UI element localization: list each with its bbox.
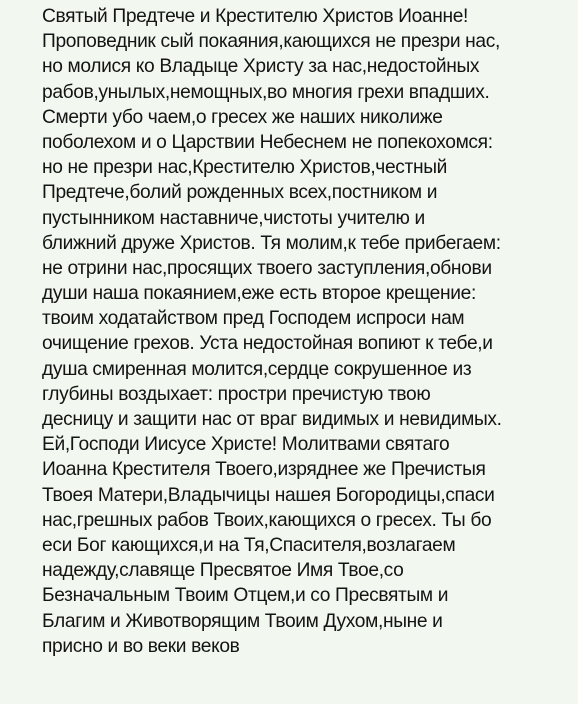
prayer-line: еси Бог кающихся,и на Тя,Спасителя,возлагаем bbox=[42, 534, 456, 556]
prayer-line: Святый Предтече и Крестителю Христов Иоанне! bbox=[42, 6, 469, 27]
prayer-line: Смерти убо чаем,о гресех же наших николиже bbox=[42, 106, 443, 128]
prayer-line: не отрини нас,просящих твоего заступления,обнови bbox=[42, 257, 492, 279]
prayer-line: присно и во веки веков bbox=[42, 635, 240, 657]
prayer-line: Безначальным Твоим Отцем,и со Пресвятым и bbox=[42, 585, 449, 607]
prayer-line: нас,грешных рабов Твоих,кающихся о гресех. Ты бо bbox=[42, 509, 492, 531]
prayer-line: твоим ходатайством пред Господем испроси нам bbox=[42, 308, 465, 330]
prayer-line: надежду,славяще Пресвятое Имя Твое,со bbox=[42, 560, 404, 582]
prayer-line: десницу и защити нас от враг видимых и невидимых. bbox=[42, 409, 502, 430]
prayer-line: Проповедник сый покаяния,кающихся не презри нас, bbox=[42, 31, 500, 53]
prayer-line: пустынником наставниче,чистоты учителю и bbox=[42, 207, 425, 229]
prayer-line: Иоанна Крестителя Твоего,изряднее же Пречистыя bbox=[42, 459, 486, 481]
prayer-line: глубины воздыхает: простри пречистую твою bbox=[42, 383, 431, 405]
prayer-line: Твоея Матери,Владычицы нашея Богородицы,спаси bbox=[42, 484, 495, 506]
prayer-line: души наша покаянием,еже есть второе крещение: bbox=[42, 283, 476, 305]
prayer-line: поболехом и о Царствии Небеснем не попекохомся: bbox=[42, 131, 493, 153]
prayer-line: Предтече,болий рожденных всех,постником и bbox=[42, 182, 438, 204]
prayer-line: Ей,Господи Иисусе Христе! Молитвами святаго bbox=[42, 434, 450, 456]
prayer-text bbox=[42, 4, 578, 659]
prayer-line: Благим и Животворящим Твоим Духом,ныне и bbox=[42, 610, 443, 632]
prayer-line: рабов,унылых,немощных,во многия грехи впадших. bbox=[42, 81, 490, 103]
prayer-line: но не презри нас,Крестителю Христов,честный bbox=[42, 157, 448, 179]
prayer-line: очищение грехов. Уста недостойная вопиют к тебе,и bbox=[42, 333, 493, 355]
prayer-line: душа смиренная молится,сердце сокрушенное из bbox=[42, 358, 472, 380]
prayer-line: но молися ко Владыце Христу за нас,недостойных bbox=[42, 56, 480, 78]
prayer-line: ближний друже Христов. Тя молим,к тебе прибегаем: bbox=[42, 232, 501, 254]
